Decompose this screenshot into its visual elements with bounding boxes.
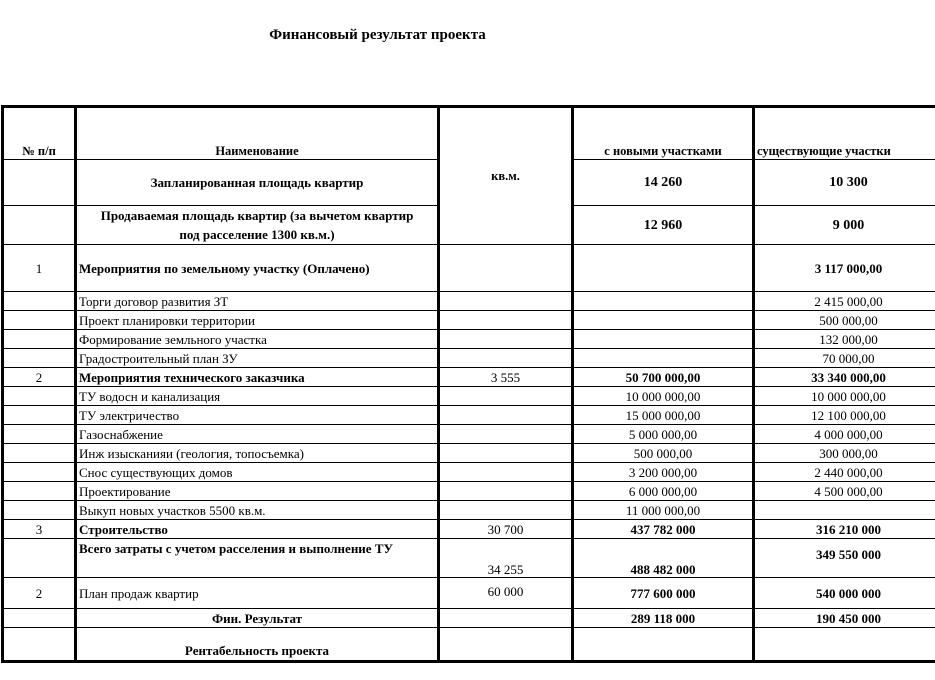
cell-existing [754,628,935,662]
cell-name: Рентабельность проекта [76,628,439,662]
cell-new: 14 260 [573,160,754,206]
cell-name: Инж изысканияи (геология, топосъемка) [76,444,439,463]
cell-existing [754,501,935,520]
cell-unit [439,444,573,463]
cell-unit [439,425,573,444]
table-row [3,444,935,463]
cell-num [3,425,76,444]
cell-new: 5 000 000,00 [573,425,754,444]
cell-new: 488 482 000 [573,539,754,578]
cell-unit [439,349,573,368]
cell-existing: 4 500 000,00 [754,482,935,501]
cell-new: 10 000 000,00 [573,387,754,406]
cell-new: 437 782 000 [573,520,754,539]
cell-new: 50 700 000,00 [573,368,754,387]
cell-existing: 132 000,00 [754,330,935,349]
cell-num: 2 [3,368,76,387]
cell-name: Мероприятия технического заказчика [76,368,439,387]
cell-num [3,160,76,206]
cell-unit [439,311,573,330]
cell-unit [439,501,573,520]
cell-num [3,206,76,245]
cell-num [3,349,76,368]
table-header-row [3,107,935,160]
cell-num [3,330,76,349]
cell-existing: 2 440 000,00 [754,463,935,482]
cell-num [3,482,76,501]
cell-num: 1 [3,245,76,292]
cell-name: Мероприятия по земельному участку (Оплачено) [76,245,439,292]
cell-num [3,463,76,482]
cell-name: Формирование земльного участка [76,330,439,349]
cell-unit: 34 255 [439,539,573,578]
cell-existing: 500 000,00 [754,311,935,330]
table-row-sales-plan [3,578,935,609]
table-row [3,387,935,406]
header-num: № п/п [3,107,76,160]
cell-num: 3 [3,520,76,539]
cell-new [573,330,754,349]
table-row-fin-result [3,609,935,628]
cell-num [3,609,76,628]
cell-new: 500 000,00 [573,444,754,463]
cell-num [3,628,76,662]
header-col-existing: существующие участки [754,107,935,160]
table-row [3,245,935,292]
cell-unit [439,628,573,662]
cell-name: Снос существующих домов [76,463,439,482]
cell-new: 6 000 000,00 [573,482,754,501]
table-row [3,311,935,330]
cell-new [573,349,754,368]
table-row-profitability [3,628,935,662]
cell-unit [439,245,573,292]
table-row [3,330,935,349]
cell-existing: 316 210 000 [754,520,935,539]
cell-name: План продаж квартир [76,578,439,609]
cell-name: Строительство [76,520,439,539]
cell-unit [439,330,573,349]
table-row [3,463,935,482]
cell-existing: 300 000,00 [754,444,935,463]
cell-name: Проект планировки территории [76,311,439,330]
cell-new: 15 000 000,00 [573,406,754,425]
cell-existing: 9 000 [754,206,935,245]
header-unit: кв.м. [439,107,573,245]
cell-unit: 60 000 [439,578,573,609]
table-row [3,501,935,520]
financial-result-table [1,105,935,663]
cell-existing: 2 415 000,00 [754,292,935,311]
header-name: Наименование [76,107,439,160]
cell-unit: 3 555 [439,368,573,387]
cell-existing: 33 340 000,00 [754,368,935,387]
cell-name: Всего затраты с учетом расселения и выполнение ТУ [76,539,439,578]
cell-unit [439,482,573,501]
table-row [3,368,935,387]
cell-name: Продаваемая площадь квартир (за вычетом квартир под расселение 1300 кв.м.) [76,206,439,245]
cell-name: Фин. Результат [76,609,439,628]
cell-name: Торги договор развития ЗТ [76,292,439,311]
table-row [3,292,935,311]
cell-name: ТУ водосн и канализация [76,387,439,406]
cell-new: 11 000 000,00 [573,501,754,520]
cell-unit [439,387,573,406]
cell-unit [439,292,573,311]
cell-num [3,292,76,311]
cell-new: 12 960 [573,206,754,245]
cell-unit [439,463,573,482]
cell-existing: 70 000,00 [754,349,935,368]
cell-num [3,311,76,330]
cell-unit: 30 700 [439,520,573,539]
cell-existing: 10 300 [754,160,935,206]
cell-unit [439,609,573,628]
cell-name: Проектирование [76,482,439,501]
page-title: Финансовый результат проекта [269,27,486,43]
cell-name: ТУ электричество [76,406,439,425]
table-row [3,349,935,368]
cell-existing: 349 550 000 [754,539,935,578]
table-row [3,406,935,425]
cell-new: 289 118 000 [573,609,754,628]
cell-name: Градостроительный план ЗУ [76,349,439,368]
cell-num: 2 [3,578,76,609]
cell-num [3,539,76,578]
table-row [3,425,935,444]
cell-existing: 190 450 000 [754,609,935,628]
cell-new: 777 600 000 [573,578,754,609]
cell-name: Газоснабжение [76,425,439,444]
table-row-total-costs [3,539,935,578]
cell-name: Запланированная площадь квартир [76,160,439,206]
cell-new [573,628,754,662]
cell-name: Выкуп новых участков 5500 кв.м. [76,501,439,520]
cell-new: 3 200 000,00 [573,463,754,482]
cell-existing: 12 100 000,00 [754,406,935,425]
cell-num [3,501,76,520]
cell-existing: 10 000 000,00 [754,387,935,406]
cell-existing: 4 000 000,00 [754,425,935,444]
cell-unit [439,406,573,425]
table-row [3,482,935,501]
cell-existing: 3 117 000,00 [754,245,935,292]
header-col-new: с новыми участками [573,107,754,160]
cell-num [3,406,76,425]
cell-new [573,245,754,292]
cell-num [3,444,76,463]
cell-num [3,387,76,406]
cell-existing: 540 000 000 [754,578,935,609]
cell-new [573,311,754,330]
cell-new [573,292,754,311]
table-row [3,520,935,539]
